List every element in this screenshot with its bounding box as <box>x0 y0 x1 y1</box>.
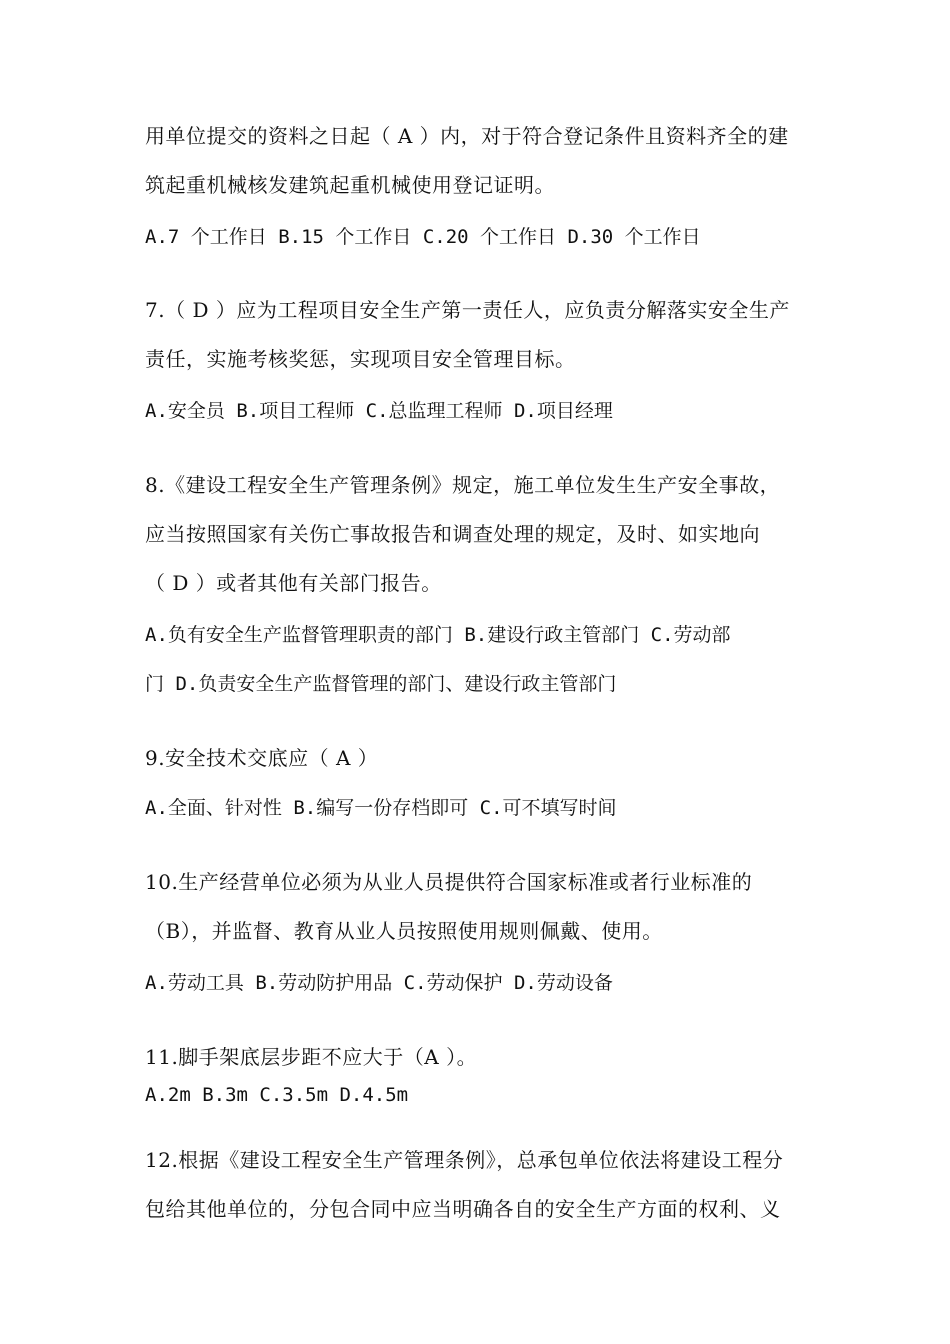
question-7: 7.（ D ）应为工程项目安全生产第一责任人，应负责分解落实安全生产 <box>145 298 790 322</box>
text-line: 筑起重机械核发建筑起重机械使用登记证明。 <box>145 173 555 197</box>
question-10: 10.生产经营单位必须为从业人员提供符合国家标准或者行业标准的 <box>145 870 753 894</box>
answer-options: A.负有安全生产监督管理职责的部门 B.建设行政主管部门 C.劳动部 <box>145 624 731 646</box>
text-line: 包给其他单位的，分包合同中应当明确各自的安全生产方面的权利、义 <box>145 1197 781 1221</box>
answer-options: A.2m B.3m C.3.5m D.4.5m <box>145 1084 409 1106</box>
answer-options: A.劳动工具 B.劳动防护用品 C.劳动保护 D.劳动设备 <box>145 972 613 994</box>
text-line: 用单位提交的资料之日起（ A ）内，对于符合登记条件且资料齐全的建 <box>145 124 789 148</box>
text-line: （B），并监督、教育从业人员按照使用规则佩戴、使用。 <box>145 919 663 943</box>
answer-options: A.全面、针对性 B.编写一份存档即可 C.可不填写时间 <box>145 797 617 819</box>
text-line: （ D ）或者其他有关部门报告。 <box>145 571 442 595</box>
question-12: 12.根据《建设工程安全生产管理条例》，总承包单位依法将建设工程分 <box>145 1148 784 1172</box>
answer-options: A.安全员 B.项目工程师 C.总监理工程师 D.项目经理 <box>145 400 613 422</box>
question-9: 9.安全技术交底应（ A ） <box>145 746 379 770</box>
text-line: 责任，实施考核奖惩，实现项目安全管理目标。 <box>145 347 576 371</box>
question-8: 8.《建设工程安全生产管理条例》规定，施工单位发生生产安全事故， <box>145 473 781 497</box>
answer-options: 门 D.负责安全生产监督管理的部门、建设行政主管部门 <box>145 673 617 695</box>
question-11: 11.脚手架底层步距不应大于（A ）。 <box>145 1045 478 1069</box>
answer-options: A.7 个工作日 B.15 个工作日 C.20 个工作日 D.30 个工作日 <box>145 226 701 248</box>
text-line: 应当按照国家有关伤亡事故报告和调查处理的规定，及时、如实地向 <box>145 522 760 546</box>
